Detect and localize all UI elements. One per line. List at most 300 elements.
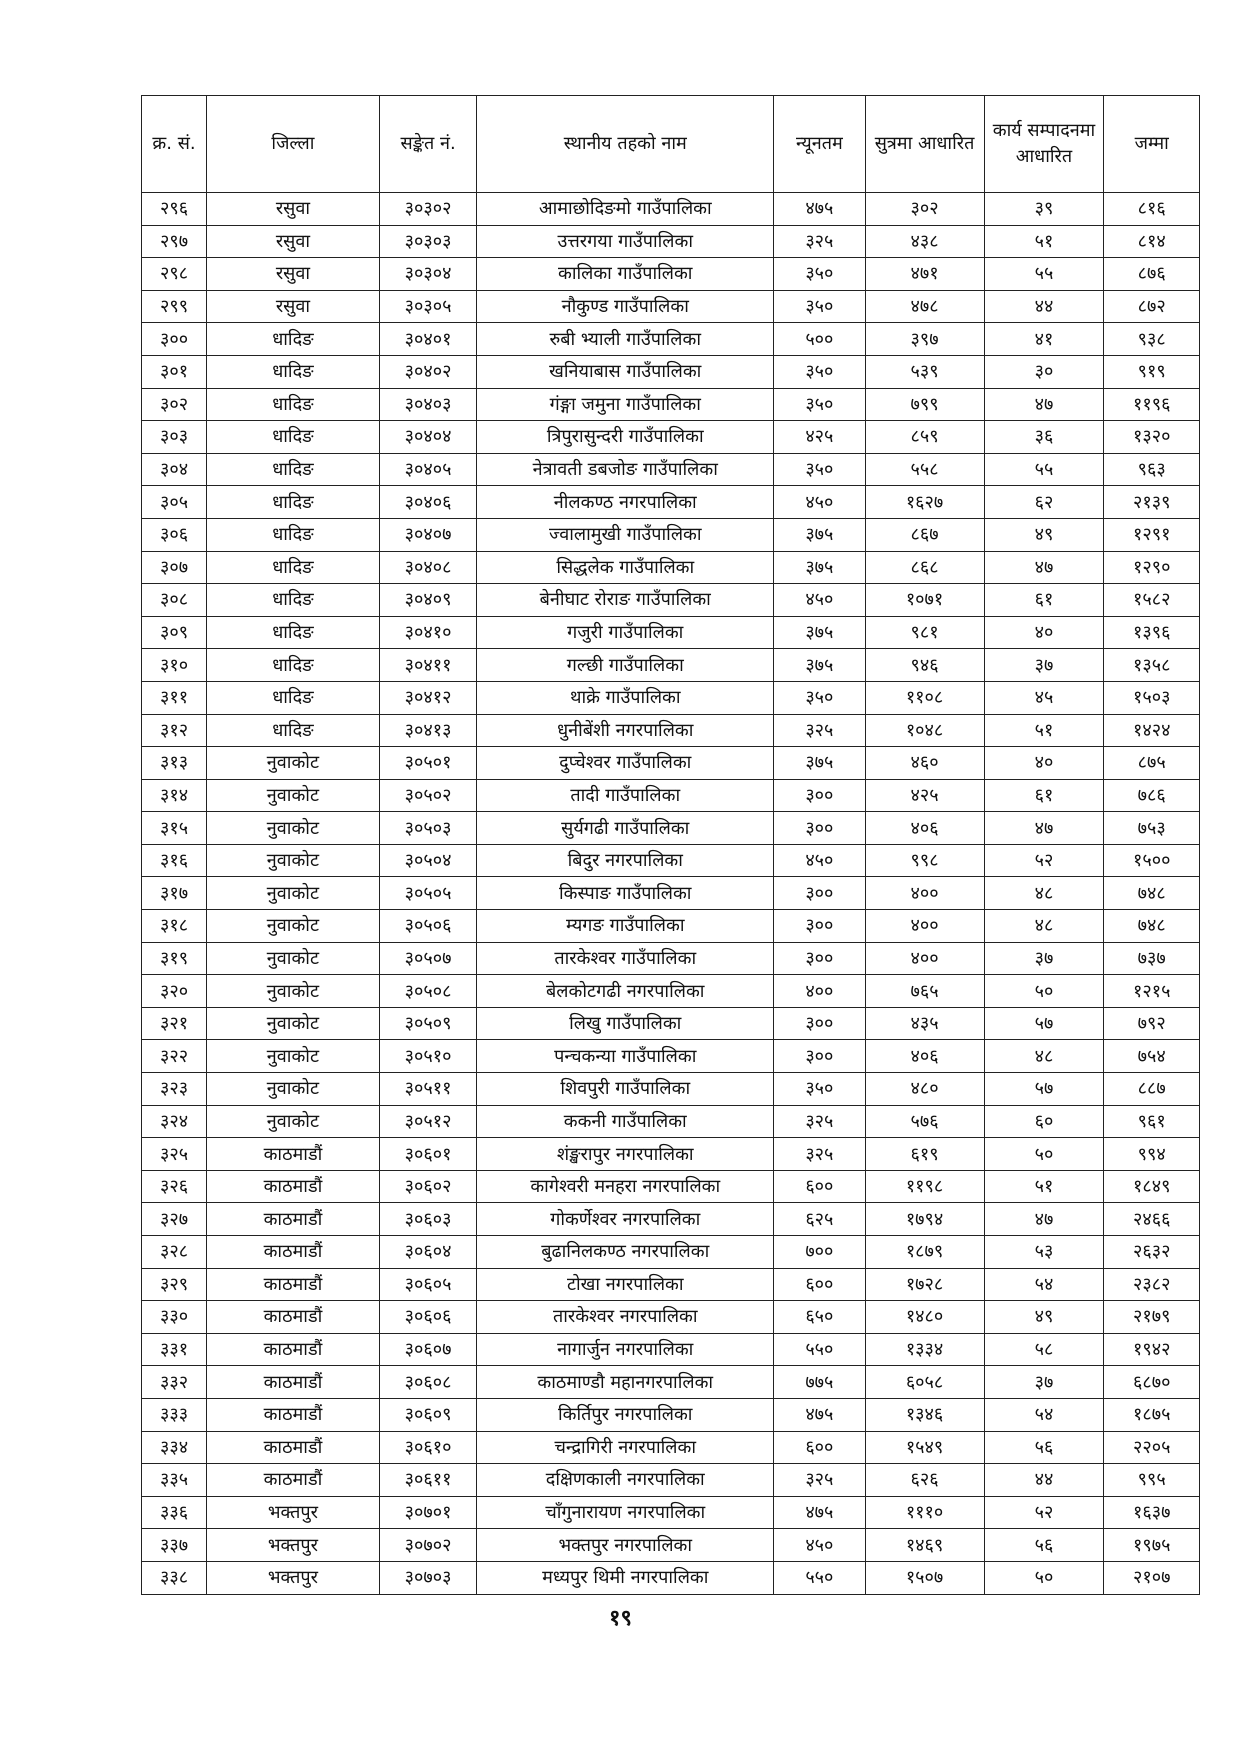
cell-district: भक्तपुर xyxy=(207,1529,380,1562)
table-row xyxy=(142,1398,1200,1431)
cell-code: ३०५०१ xyxy=(379,747,477,780)
header-district: जिल्ला xyxy=(207,96,380,193)
cell-local-level: शिवपुरी गाउँपालिका xyxy=(477,1073,774,1106)
cell-performance-based: ४० xyxy=(984,616,1104,649)
cell-serial: ३३४ xyxy=(142,1431,207,1464)
cell-district: नुवाकोट xyxy=(207,844,380,877)
table-row xyxy=(142,877,1200,910)
cell-minimum: ३२५ xyxy=(774,225,865,258)
cell-performance-based: ४० xyxy=(984,747,1104,780)
cell-performance-based: ३६ xyxy=(984,421,1104,454)
cell-code: ३०६०४ xyxy=(379,1236,477,1269)
header-total: जम्मा xyxy=(1104,96,1200,193)
cell-serial: ३०१ xyxy=(142,355,207,388)
cell-formula-based: ९९८ xyxy=(865,844,984,877)
table-row xyxy=(142,225,1200,258)
cell-performance-based: ४८ xyxy=(984,910,1104,943)
cell-minimum: ३७५ xyxy=(774,649,865,682)
cell-district: नुवाकोट xyxy=(207,747,380,780)
cell-district: काठमाडौं xyxy=(207,1431,380,1464)
cell-district: धादिङ xyxy=(207,355,380,388)
cell-minimum: ३७५ xyxy=(774,551,865,584)
cell-local-level: धुनीबेंशी नगरपालिका xyxy=(477,714,774,747)
cell-minimum: ६०० xyxy=(774,1431,865,1464)
cell-performance-based: ५५ xyxy=(984,453,1104,486)
cell-district: काठमाडौं xyxy=(207,1203,380,1236)
cell-total: २४६६ xyxy=(1104,1203,1200,1236)
cell-district: नुवाकोट xyxy=(207,1007,380,1040)
cell-total: ८१४ xyxy=(1104,225,1200,258)
cell-serial: ३१६ xyxy=(142,844,207,877)
cell-total: ८७२ xyxy=(1104,290,1200,323)
cell-minimum: ३५० xyxy=(774,258,865,291)
cell-formula-based: ४७१ xyxy=(865,258,984,291)
cell-local-level: नागार्जुन नगरपालिका xyxy=(477,1333,774,1366)
cell-formula-based: ४३५ xyxy=(865,1007,984,1040)
cell-local-level: नौकुण्ड गाउँपालिका xyxy=(477,290,774,323)
header-minimum: न्यूनतम xyxy=(774,96,865,193)
cell-code: ३०४११ xyxy=(379,649,477,682)
cell-code: ३०४०५ xyxy=(379,453,477,486)
cell-performance-based: ५१ xyxy=(984,714,1104,747)
cell-serial: ३३६ xyxy=(142,1496,207,1529)
cell-formula-based: १४६९ xyxy=(865,1529,984,1562)
cell-district: नुवाकोट xyxy=(207,942,380,975)
cell-minimum: ४७५ xyxy=(774,1496,865,1529)
cell-performance-based: ५१ xyxy=(984,1170,1104,1203)
cell-performance-based: ५६ xyxy=(984,1431,1104,1464)
cell-minimum: ४२५ xyxy=(774,421,865,454)
allocation-table-container xyxy=(141,95,1200,1595)
cell-serial: ३३१ xyxy=(142,1333,207,1366)
cell-serial: ३२८ xyxy=(142,1236,207,1269)
cell-code: ३०४०१ xyxy=(379,323,477,356)
cell-total: १३२० xyxy=(1104,421,1200,454)
cell-minimum: ३५० xyxy=(774,355,865,388)
cell-formula-based: ५३९ xyxy=(865,355,984,388)
cell-performance-based: ४७ xyxy=(984,551,1104,584)
cell-minimum: ७०० xyxy=(774,1236,865,1269)
table-row xyxy=(142,1170,1200,1203)
cell-formula-based: १३४६ xyxy=(865,1398,984,1431)
cell-serial: ३०२ xyxy=(142,388,207,421)
cell-serial: २९९ xyxy=(142,290,207,323)
table-row xyxy=(142,1431,1200,1464)
table-row xyxy=(142,714,1200,747)
cell-local-level: बिदुर नगरपालिका xyxy=(477,844,774,877)
cell-district: धादिङ xyxy=(207,323,380,356)
cell-district: रसुवा xyxy=(207,290,380,323)
cell-minimum: ५०० xyxy=(774,323,865,356)
cell-performance-based: ४७ xyxy=(984,388,1104,421)
cell-local-level: दक्षिणकाली नगरपालिका xyxy=(477,1464,774,1497)
cell-code: ३०५०८ xyxy=(379,975,477,1008)
cell-total: २६३२ xyxy=(1104,1236,1200,1269)
cell-minimum: ३२५ xyxy=(774,1464,865,1497)
cell-performance-based: ४८ xyxy=(984,877,1104,910)
cell-total: १२९१ xyxy=(1104,518,1200,551)
cell-local-level: शंङ्खरापुर नगरपालिका xyxy=(477,1138,774,1171)
cell-minimum: ३२५ xyxy=(774,1105,865,1138)
cell-local-level: रुबी भ्याली गाउँपालिका xyxy=(477,323,774,356)
header-local-level: स्थानीय तहको नाम xyxy=(477,96,774,193)
cell-total: ८७५ xyxy=(1104,747,1200,780)
cell-serial: ३२३ xyxy=(142,1073,207,1106)
cell-performance-based: ५१ xyxy=(984,225,1104,258)
table-row xyxy=(142,1138,1200,1171)
cell-local-level: बेनीघाट रोराङ गाउँपालिका xyxy=(477,584,774,617)
cell-total: १४२४ xyxy=(1104,714,1200,747)
cell-serial: ३२६ xyxy=(142,1170,207,1203)
cell-performance-based: ४९ xyxy=(984,1301,1104,1334)
cell-serial: २९८ xyxy=(142,258,207,291)
cell-local-level: नीलकण्ठ नगरपालिका xyxy=(477,486,774,519)
table-row xyxy=(142,421,1200,454)
cell-total: ९६१ xyxy=(1104,1105,1200,1138)
cell-minimum: ६०० xyxy=(774,1170,865,1203)
cell-total: १३९६ xyxy=(1104,616,1200,649)
cell-local-level: ज्वालामुखी गाउँपालिका xyxy=(477,518,774,551)
cell-local-level: चन्द्रागिरी नगरपालिका xyxy=(477,1431,774,1464)
cell-performance-based: ५७ xyxy=(984,1073,1104,1106)
cell-minimum: ४७५ xyxy=(774,193,865,226)
cell-district: रसुवा xyxy=(207,258,380,291)
cell-total: २१३९ xyxy=(1104,486,1200,519)
cell-local-level: नेत्रावती डबजोङ गाउँपालिका xyxy=(477,453,774,486)
cell-district: नुवाकोट xyxy=(207,1040,380,1073)
cell-performance-based: ६१ xyxy=(984,584,1104,617)
cell-district: धादिङ xyxy=(207,551,380,584)
cell-total: ९३८ xyxy=(1104,323,1200,356)
cell-minimum: ६५० xyxy=(774,1301,865,1334)
cell-performance-based: ६० xyxy=(984,1105,1104,1138)
cell-formula-based: ४०० xyxy=(865,942,984,975)
cell-formula-based: ४८० xyxy=(865,1073,984,1106)
cell-code: ३०३०५ xyxy=(379,290,477,323)
cell-performance-based: ५३ xyxy=(984,1236,1104,1269)
cell-performance-based: ५४ xyxy=(984,1268,1104,1301)
page-number: १९ xyxy=(609,1606,632,1631)
cell-performance-based: ६१ xyxy=(984,779,1104,812)
cell-formula-based: ३०२ xyxy=(865,193,984,226)
cell-local-level: टोखा नगरपालिका xyxy=(477,1268,774,1301)
cell-total: ७४८ xyxy=(1104,910,1200,943)
cell-code: ३०६०६ xyxy=(379,1301,477,1334)
cell-total: १६३७ xyxy=(1104,1496,1200,1529)
cell-serial: ३१८ xyxy=(142,910,207,943)
cell-district: रसुवा xyxy=(207,193,380,226)
table-row xyxy=(142,486,1200,519)
cell-formula-based: १११० xyxy=(865,1496,984,1529)
cell-code: ३०४०३ xyxy=(379,388,477,421)
table-row xyxy=(142,1561,1200,1594)
cell-district: नुवाकोट xyxy=(207,812,380,845)
cell-performance-based: ६२ xyxy=(984,486,1104,519)
cell-code: ३०४०८ xyxy=(379,551,477,584)
cell-performance-based: ५७ xyxy=(984,1007,1104,1040)
cell-district: धादिङ xyxy=(207,388,380,421)
cell-code: ३०७०३ xyxy=(379,1561,477,1594)
cell-district: धादिङ xyxy=(207,584,380,617)
cell-district: रसुवा xyxy=(207,225,380,258)
cell-minimum: ४५० xyxy=(774,584,865,617)
cell-code: ३०३०४ xyxy=(379,258,477,291)
table-row xyxy=(142,1366,1200,1399)
cell-serial: ३३० xyxy=(142,1301,207,1334)
cell-local-level: त्रिपुरासुन्दरी गाउँपालिका xyxy=(477,421,774,454)
cell-performance-based: ३७ xyxy=(984,942,1104,975)
cell-performance-based: ५८ xyxy=(984,1333,1104,1366)
header-performance-based: कार्य सम्पादनमा आधारित xyxy=(984,96,1104,193)
cell-performance-based: ४१ xyxy=(984,323,1104,356)
cell-code: ३०६०९ xyxy=(379,1398,477,1431)
cell-local-level: गोकर्णेश्वर नगरपालिका xyxy=(477,1203,774,1236)
cell-local-level: बेलकोटगढी नगरपालिका xyxy=(477,975,774,1008)
cell-total: १५०३ xyxy=(1104,681,1200,714)
cell-total: २२०५ xyxy=(1104,1431,1200,1464)
cell-formula-based: १७९४ xyxy=(865,1203,984,1236)
cell-total: ९६३ xyxy=(1104,453,1200,486)
cell-total: २१७९ xyxy=(1104,1301,1200,1334)
cell-serial: ३१४ xyxy=(142,779,207,812)
cell-minimum: ५५० xyxy=(774,1333,865,1366)
cell-serial: २९७ xyxy=(142,225,207,258)
cell-local-level: काठमाण्डौ महानगरपालिका xyxy=(477,1366,774,1399)
cell-code: ३०६०७ xyxy=(379,1333,477,1366)
cell-performance-based: ४८ xyxy=(984,1040,1104,1073)
cell-code: ३०६०१ xyxy=(379,1138,477,1171)
table-header-row xyxy=(142,96,1200,193)
cell-minimum: ४७५ xyxy=(774,1398,865,1431)
cell-district: धादिङ xyxy=(207,649,380,682)
cell-performance-based: ५० xyxy=(984,1138,1104,1171)
cell-minimum: ४५० xyxy=(774,486,865,519)
cell-district: धादिङ xyxy=(207,421,380,454)
header-serial: क्र. सं. xyxy=(142,96,207,193)
cell-minimum: ४५० xyxy=(774,844,865,877)
cell-district: काठमाडौं xyxy=(207,1301,380,1334)
cell-district: काठमाडौं xyxy=(207,1398,380,1431)
cell-local-level: गल्छी गाउँपालिका xyxy=(477,649,774,682)
cell-code: ३०४०७ xyxy=(379,518,477,551)
cell-minimum: ३०० xyxy=(774,877,865,910)
cell-district: नुवाकोट xyxy=(207,975,380,1008)
cell-serial: ३११ xyxy=(142,681,207,714)
table-row xyxy=(142,616,1200,649)
cell-formula-based: ५७६ xyxy=(865,1105,984,1138)
cell-minimum: ३७५ xyxy=(774,616,865,649)
cell-code: ३०५०५ xyxy=(379,877,477,910)
table-row xyxy=(142,1301,1200,1334)
allocation-table xyxy=(141,95,1200,1595)
cell-code: ३०५१० xyxy=(379,1040,477,1073)
cell-local-level: चाँगुनारायण नगरपालिका xyxy=(477,1496,774,1529)
cell-formula-based: ८६८ xyxy=(865,551,984,584)
cell-local-level: थाक्रे गाउँपालिका xyxy=(477,681,774,714)
cell-serial: ३२९ xyxy=(142,1268,207,1301)
cell-serial: ३१३ xyxy=(142,747,207,780)
cell-serial: ३३७ xyxy=(142,1529,207,1562)
cell-total: १९४२ xyxy=(1104,1333,1200,1366)
cell-code: ३०५१२ xyxy=(379,1105,477,1138)
cell-local-level: भक्तपुर नगरपालिका xyxy=(477,1529,774,1562)
cell-performance-based: ५४ xyxy=(984,1398,1104,1431)
cell-formula-based: १७२८ xyxy=(865,1268,984,1301)
cell-total: ७५३ xyxy=(1104,812,1200,845)
cell-formula-based: ४२५ xyxy=(865,779,984,812)
cell-serial: ३०० xyxy=(142,323,207,356)
cell-minimum: ३०० xyxy=(774,910,865,943)
cell-code: ३०७०२ xyxy=(379,1529,477,1562)
cell-local-level: तारकेश्वर गाउँपालिका xyxy=(477,942,774,975)
cell-formula-based: ४६० xyxy=(865,747,984,780)
cell-code: ३०४१२ xyxy=(379,681,477,714)
cell-code: ३०५०९ xyxy=(379,1007,477,1040)
cell-serial: ३२१ xyxy=(142,1007,207,1040)
cell-district: काठमाडौं xyxy=(207,1464,380,1497)
cell-serial: ३३८ xyxy=(142,1561,207,1594)
cell-serial: ३२४ xyxy=(142,1105,207,1138)
cell-code: ३०५०२ xyxy=(379,779,477,812)
cell-district: नुवाकोट xyxy=(207,779,380,812)
cell-code: ३०५०३ xyxy=(379,812,477,845)
cell-district: धादिङ xyxy=(207,714,380,747)
cell-serial: ३१७ xyxy=(142,877,207,910)
table-row xyxy=(142,1268,1200,1301)
cell-district: भक्तपुर xyxy=(207,1496,380,1529)
cell-minimum: ६०० xyxy=(774,1268,865,1301)
cell-district: काठमाडौं xyxy=(207,1236,380,1269)
cell-serial: ३०६ xyxy=(142,518,207,551)
cell-local-level: दुप्चेश्वर गाउँपालिका xyxy=(477,747,774,780)
cell-minimum: ४०० xyxy=(774,975,865,1008)
cell-minimum: ६२५ xyxy=(774,1203,865,1236)
cell-local-level: उत्तरगया गाउँपालिका xyxy=(477,225,774,258)
cell-minimum: ३५० xyxy=(774,290,865,323)
cell-performance-based: ५६ xyxy=(984,1529,1104,1562)
cell-formula-based: ७९९ xyxy=(865,388,984,421)
cell-code: ३०६०३ xyxy=(379,1203,477,1236)
cell-code: ३०३०३ xyxy=(379,225,477,258)
cell-total: १५८२ xyxy=(1104,584,1200,617)
cell-formula-based: ९४६ xyxy=(865,649,984,682)
table-row xyxy=(142,584,1200,617)
cell-formula-based: ४०० xyxy=(865,910,984,943)
cell-formula-based: ४७८ xyxy=(865,290,984,323)
cell-district: धादिङ xyxy=(207,486,380,519)
cell-total: ६८७० xyxy=(1104,1366,1200,1399)
cell-local-level: पन्चकन्या गाउँपालिका xyxy=(477,1040,774,1073)
cell-performance-based: ४४ xyxy=(984,290,1104,323)
cell-formula-based: ७६५ xyxy=(865,975,984,1008)
cell-total: १८७५ xyxy=(1104,1398,1200,1431)
cell-minimum: ३५० xyxy=(774,388,865,421)
cell-serial: ३१२ xyxy=(142,714,207,747)
table-row xyxy=(142,518,1200,551)
cell-total: १३५८ xyxy=(1104,649,1200,682)
table-row xyxy=(142,747,1200,780)
header-formula-based: सुत्रमा आधारित xyxy=(865,96,984,193)
table-row xyxy=(142,649,1200,682)
cell-formula-based: ९८१ xyxy=(865,616,984,649)
cell-performance-based: ३० xyxy=(984,355,1104,388)
cell-local-level: ककनी गाउँपालिका xyxy=(477,1105,774,1138)
cell-total: ७८६ xyxy=(1104,779,1200,812)
cell-minimum: ३०० xyxy=(774,812,865,845)
cell-serial: ३२२ xyxy=(142,1040,207,1073)
cell-formula-based: ६२६ xyxy=(865,1464,984,1497)
cell-district: काठमाडौं xyxy=(207,1333,380,1366)
cell-code: ३०७०१ xyxy=(379,1496,477,1529)
cell-total: ७९२ xyxy=(1104,1007,1200,1040)
cell-code: ३०४१० xyxy=(379,616,477,649)
cell-formula-based: ३९७ xyxy=(865,323,984,356)
cell-serial: ३०४ xyxy=(142,453,207,486)
cell-serial: ३०८ xyxy=(142,584,207,617)
cell-local-level: तादी गाउँपालिका xyxy=(477,779,774,812)
table-row xyxy=(142,1529,1200,1562)
cell-serial: ३३२ xyxy=(142,1366,207,1399)
cell-formula-based: १५०७ xyxy=(865,1561,984,1594)
cell-formula-based: १०७१ xyxy=(865,584,984,617)
cell-total: १९७५ xyxy=(1104,1529,1200,1562)
cell-district: धादिङ xyxy=(207,453,380,486)
cell-total: १५०० xyxy=(1104,844,1200,877)
cell-formula-based: ८६७ xyxy=(865,518,984,551)
cell-performance-based: ३९ xyxy=(984,193,1104,226)
cell-district: धादिङ xyxy=(207,518,380,551)
cell-performance-based: ५२ xyxy=(984,844,1104,877)
cell-serial: ३०३ xyxy=(142,421,207,454)
cell-formula-based: ४०० xyxy=(865,877,984,910)
cell-minimum: ३२५ xyxy=(774,714,865,747)
cell-code: ३०६०५ xyxy=(379,1268,477,1301)
cell-formula-based: ८५९ xyxy=(865,421,984,454)
cell-formula-based: १६२७ xyxy=(865,486,984,519)
cell-performance-based: ३७ xyxy=(984,1366,1104,1399)
cell-formula-based: ४०६ xyxy=(865,812,984,845)
cell-local-level: कालिका गाउँपालिका xyxy=(477,258,774,291)
cell-code: ३०६११ xyxy=(379,1464,477,1497)
cell-minimum: ३०० xyxy=(774,942,865,975)
cell-performance-based: ३७ xyxy=(984,649,1104,682)
table-row xyxy=(142,453,1200,486)
cell-minimum: ३५० xyxy=(774,1073,865,1106)
cell-performance-based: ४७ xyxy=(984,1203,1104,1236)
cell-formula-based: ६१९ xyxy=(865,1138,984,1171)
table-row xyxy=(142,1007,1200,1040)
cell-code: ३०४०९ xyxy=(379,584,477,617)
cell-serial: ३०७ xyxy=(142,551,207,584)
table-row xyxy=(142,975,1200,1008)
cell-performance-based: ५२ xyxy=(984,1496,1104,1529)
cell-local-level: खनियाबास गाउँपालिका xyxy=(477,355,774,388)
cell-total: ७५४ xyxy=(1104,1040,1200,1073)
cell-serial: ३१९ xyxy=(142,942,207,975)
table-row xyxy=(142,812,1200,845)
header-code: सङ्केत नं. xyxy=(379,96,477,193)
cell-minimum: ३५० xyxy=(774,681,865,714)
cell-total: १२९० xyxy=(1104,551,1200,584)
cell-formula-based: ६०५८ xyxy=(865,1366,984,1399)
cell-code: ३०६०८ xyxy=(379,1366,477,1399)
cell-total: २१०७ xyxy=(1104,1561,1200,1594)
cell-district: नुवाकोट xyxy=(207,877,380,910)
table-body xyxy=(142,193,1200,1595)
cell-serial: ३१० xyxy=(142,649,207,682)
cell-local-level: म्यगङ गाउँपालिका xyxy=(477,910,774,943)
cell-total: ७३७ xyxy=(1104,942,1200,975)
